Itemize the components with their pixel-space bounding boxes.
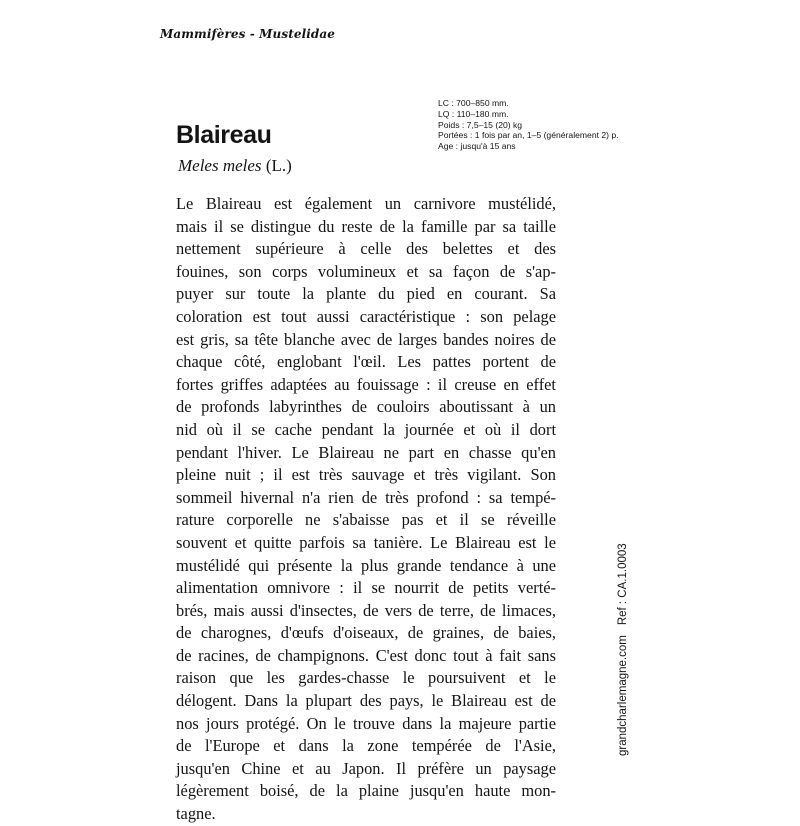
body-line: sommeil hivernal n'a rien de très profond : sa tempé- — [176, 487, 556, 507]
latin-name: Meles meles — [178, 156, 262, 175]
body-line: délogent. Dans la plupart des pays, le Blaireau est de — [176, 691, 556, 711]
body-line: mustélidé qui présente la plus grande tendance à une — [176, 555, 556, 575]
body-line: est gris, sa tête blanche avec de larges bandes noires de — [176, 329, 556, 349]
body-line: de racines, de champignons. C'est donc tout à fait sans — [176, 645, 556, 665]
reference-code: Ref : CA.1.0003 — [617, 543, 629, 626]
spec-weight: Poids : 7,5–15 (20) kg — [438, 119, 523, 130]
body-line: jusqu'en Chine et au Japon. Il préfère un paysage — [176, 758, 556, 778]
author-citation: (L.) — [265, 156, 292, 175]
species-title: Blaireau — [176, 121, 272, 149]
body-line: chaque côté, englobant l'œil. Les pattes portent de — [176, 352, 556, 372]
body-line: puyer sur toute la plante du pied en courant. Sa — [176, 284, 556, 304]
body-line: fouines, son corps volumineux et sa façon de s'ap- — [176, 261, 556, 281]
body-line: nettement supérieure à celle des belettes et des — [176, 239, 556, 259]
body-line: de charognes, d'œufs d'oiseaux, de graines, de baies, — [176, 623, 556, 643]
body-line: brés, mais aussi d'insectes, de vers de terre, de limaces, — [176, 600, 556, 620]
body-line: tagne. — [176, 804, 216, 824]
category-header: Mammifères - Mustelidae — [160, 27, 336, 41]
body-line: Le Blaireau est également un carnivore mustélidé, — [176, 194, 556, 213]
side-reference — [617, 543, 629, 756]
scientific-name — [178, 156, 292, 176]
body-line: alimentation omnivore : il se nourrit de petits verté- — [176, 578, 556, 598]
body-line: de l'Europe et dans la zone tempérée de l'Asie, — [176, 736, 556, 756]
body-line: raison que les gardes-chasse le poursuivent et le — [176, 668, 556, 688]
body-line: fortes griffes adaptées au fouissage : il creuse en effet — [176, 374, 556, 394]
specs-block — [438, 98, 619, 152]
body-line: de profonds labyrinthes de couloirs aboutissant à un — [176, 397, 556, 417]
body-line: rature corporelle ne s'abaisse pas et il se réveille — [176, 510, 556, 530]
body-line: souvent et quitte parfois sa tanière. Le Blaireau est le — [176, 532, 556, 552]
body-line: légèrement boisé, de la plaine jusqu'en haute mon- — [176, 781, 556, 801]
site-url: grandcharlemagne.com — [617, 635, 629, 756]
spec-litters: Portées : 1 fois par an, 1–5 (généralement 2) p. — [438, 130, 619, 141]
body-line: nid où il se cache pendant la journée et où il dort — [176, 419, 556, 439]
body-line: pendant l'hiver. Le Blaireau ne part en chasse qu'en — [176, 442, 556, 462]
body-line: mais il se distingue du reste de la famille par sa taille — [176, 216, 556, 236]
spec-tail-length: LQ : 110–180 mm. — [438, 108, 509, 119]
spec-body-length: LC : 700–850 mm. — [438, 98, 509, 108]
body-line: nos jours protégé. On le trouve dans la majeure partie — [176, 713, 556, 733]
body-text — [176, 193, 556, 826]
body-line: pleine nuit ; il est très sauvage et très vigilant. Son — [176, 465, 556, 485]
body-line: coloration est tout aussi caractéristique : son pelage — [176, 306, 556, 326]
spec-age: Age : jusqu'à 15 ans — [438, 141, 516, 152]
